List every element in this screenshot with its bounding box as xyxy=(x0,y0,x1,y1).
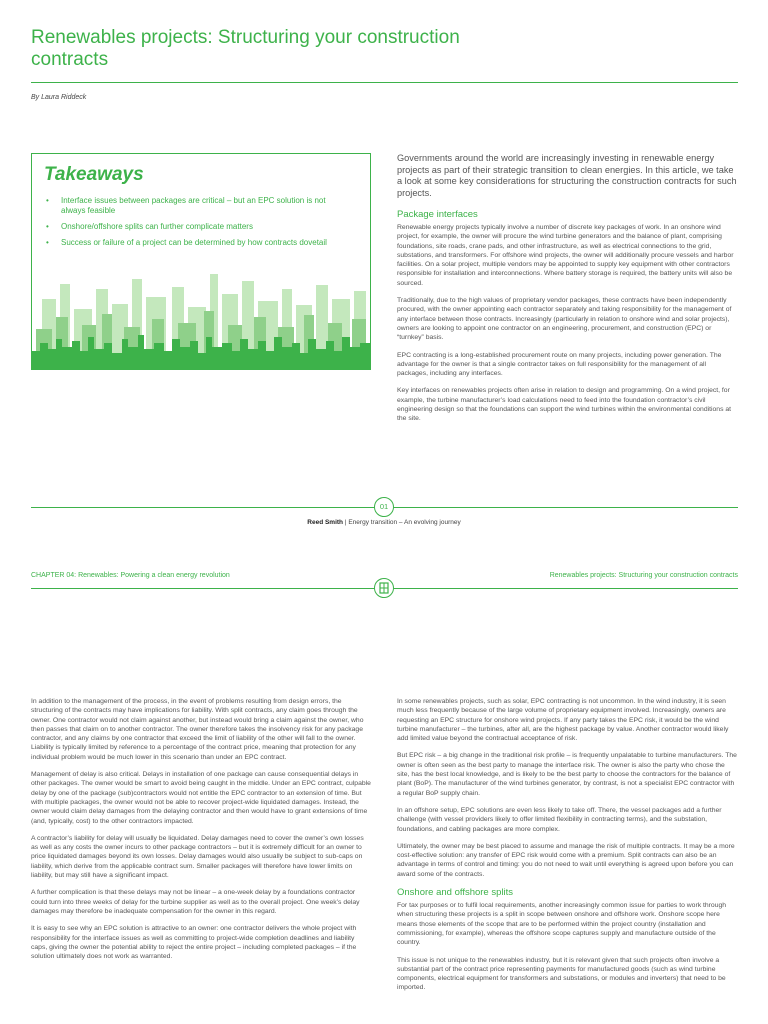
body-paragraph: Management of delay is also critical. Delays in installation of one package can cause consequential delays in other packages. The owner would be smart to avoid being caught in the middle. Under an EPC contract, culpable delay by one of the package (sub)contractors would not entitle the EPC contractor to an extension of time. But with multiple packages, the owner would not be able to recover project-wide liquidated damages. Instead, the owner would claim delay damages from the delaying contractor and then would have to grant extensions of time (and, typically, cost) to the other contractors impacted. xyxy=(31,771,371,825)
body-paragraph: But EPC risk – a big change in the traditional risk profile – is frequently unpalatable to turbine manufacturers. The owner is often seen as the best party to manage the interface risk. The owner is also the party who chose the site, has the best local knowledge, and is likely to be the best party to choose the contractors for the balance of plant (BoP). The manufacturer of the wind turbines generator, by contrast, is not a specialist EPC contractor with a regular BoP supply chain. xyxy=(397,752,737,797)
takeaways-title: Takeaways xyxy=(44,164,144,185)
title-rule xyxy=(31,82,738,83)
section-heading-onshore-offshore: Onshore and offshore splits xyxy=(397,887,514,899)
chapter-label: CHAPTER 04: Renewables: Powering a clean energy revolution xyxy=(31,572,230,579)
takeaway-item: • Onshore/offshore splits can further complicate matters xyxy=(46,222,253,231)
footer-brand: Reed Smith xyxy=(307,519,344,526)
bullet-icon: • xyxy=(46,222,49,231)
running-title: Renewables projects: Structuring your construction contracts xyxy=(549,572,738,579)
byline: By Laura Riddeck xyxy=(31,94,87,101)
takeaways-list xyxy=(45,196,345,254)
takeaway-item: • Interface issues between packages are critical – but an EPC solution is not always feasible xyxy=(46,196,326,215)
article-title: Renewables projects: Structuring your construction contracts xyxy=(31,27,460,70)
body-paragraph: It is easy to see why an EPC solution is attractive to an owner: one contractor delivers the whole project with responsibility for the interface issues as well as committing to project-wide completion deadlines and liability caps, giving the owner the potential ability to reject the entire project – including completed packages – if the solution ultimately does not work as warranted. xyxy=(31,925,357,961)
body-paragraph: Renewable energy projects typically involve a number of discrete key packages of work. In an onshore wind project, for example, the owner will procure the wind turbine generators and the balance of plant, comprising foundations, site roads, crane pads, and other infrastructure, as well as electrical connections to the grid, substations, and transformers. For offshore wind projects, the owner will additionally procure vessels and harbor facilities. On a solar project, multiple vendors may be appointed to supply key equipment with other contractors responsible for installation and interconnections. Where battery storage is required, the battery units will also be sourced. xyxy=(397,224,734,287)
bullet-icon: • xyxy=(46,238,49,247)
building-logo-icon xyxy=(374,578,394,598)
body-paragraph: Traditionally, due to the high values of proprietary vendor packages, these contracts have been independently procured, with the owner appointing each contractor separately and taking responsibility for the management of any interface between those contracts. Increasingly (particularly in relation to onshore wind and solar projects), owners are looking to appoint one contractor on an engineering, procurement, and construction (EPC) or “turnkey” basis. xyxy=(397,297,732,342)
lead-paragraph: Governments around the world are increasingly investing in renewable energy projects as part of their strategic transition to clean energies. In this article, we take a look at some key considerations for structuring the construction contracts for such projects. xyxy=(397,153,737,198)
page2-left-column xyxy=(31,697,371,961)
body-paragraph: Key interfaces on renewables projects often arise in relation to design and programming. On a wind project, for example, the turbine manufacturer’s load calculations need to feed into the foundation contractor’s civil engineering design so that the foundations can support the wind turbines within the environmental conditions at the site. xyxy=(397,387,732,423)
body-paragraph: EPC contracting is a long-established procurement route on many projects, including power generation. The advantage for the owner is that a single contractor takes on full responsibility for the management of all packages, including any interfaces. xyxy=(397,351,722,378)
body-paragraph: A contractor’s liability for delay will usually be liquidated. Delay damages need to cover the owner’s own losses as well as any costs the owner incurs to other package contractors – but it is extremely difficult for an owner to price liquidated damages beyond its own losses. Delay damages would also usually be subject to sub-caps on liability, which derive from the applicable contract sum. Smaller packages will therefore have lower limits on liability, but may still have a significant impact. xyxy=(31,834,364,880)
takeaway-item: • Success or failure of a project can be determined by how contracts dovetail xyxy=(46,238,327,247)
page1-body xyxy=(397,209,737,424)
body-paragraph: A further complication is that these delays may not be linear – a one-week delay by a foundations contractor could turn into three weeks of delay for the turbine supplier as well as to the overall project. One week’s delay damages may therefore be inadequate compensation for the owner in this regard. xyxy=(31,889,360,915)
body-paragraph: For tax purposes or to fulfil local requirements, another increasingly common issue for parties to work through when structuring these projects is a split in scope between onshore and offshore work. Onshore scope here means those elements of the scope that are to be performed within the project country (installation and commissioning, for example), whereas the offshore scope captures supply and manufacture outside of the country. xyxy=(397,902,727,947)
body-paragraph: In addition to the management of the process, in the event of problems resulting from design errors, the structuring of the contracts may have implications for liability. With split contracts, any claim goes through the owner. One contractor would not claim against another, but instead would bring a claim against the owner, who then passes that claim on to another contractor. The owner therefore takes the insolvency risk for any package contractor, and any claims by one contractor that exceed the limit of liability of the other will fall to the owner. Liability is typically limited by reference to a percentage of the contract price, meaning that protection for any individual problem would be much lower in this scenario than under an EPC contract. xyxy=(31,698,364,761)
page-footer xyxy=(0,519,768,526)
city-skyline-illustration xyxy=(32,259,370,369)
page-number: 01 xyxy=(374,497,394,517)
body-paragraph: In some renewables projects, such as solar, EPC contracting is not uncommon. In the wind industry, it is seen much less frequently because of the large volume of proprietary equipment involved. Increasingly, owners are requesting an EPC structure for onshore wind projects. If any party takes the EPC risk, it would be the wind turbine manufacturer – the turbines, after all, are the highest package by value. Another contractor would likely add limited value beyond the contractual acceptance of risk. xyxy=(397,698,729,743)
bullet-icon: • xyxy=(46,196,49,205)
body-paragraph: This issue is not unique to the renewables industry, but it is relevant given that such projects often involve a substantial part of the contract price representing payments for manufactured goods (such as wind turbine components, electrical equipment for transformers and substations, or modules and inverters) that need to be imported. xyxy=(397,956,726,992)
body-paragraph: In an offshore setup, EPC solutions are even less likely to take off. There, the vessel packages add a further challenge (with vessel providers likely to offer limited flexibility in contracting terms), and the substation, foundations, and cabling packages are more complex. xyxy=(397,806,722,833)
page2-right-column xyxy=(397,697,737,993)
takeaways-box xyxy=(31,153,371,370)
body-paragraph: Ultimately, the owner may be best placed to assume and manage the risk of multiple contracts. It may be a more cost-effective solution: any transfer of EPC risk would come with a premium. Split contracts can also be an advantage in terms of control and timing: you do not need to wait until everything is agreed upon before you can award some of the contracts. xyxy=(397,842,735,878)
footer-separator: | xyxy=(343,519,349,526)
section-heading-package-interfaces: Package interfaces xyxy=(397,209,478,220)
footer-text: Energy transition – An evolving journey xyxy=(348,519,461,526)
